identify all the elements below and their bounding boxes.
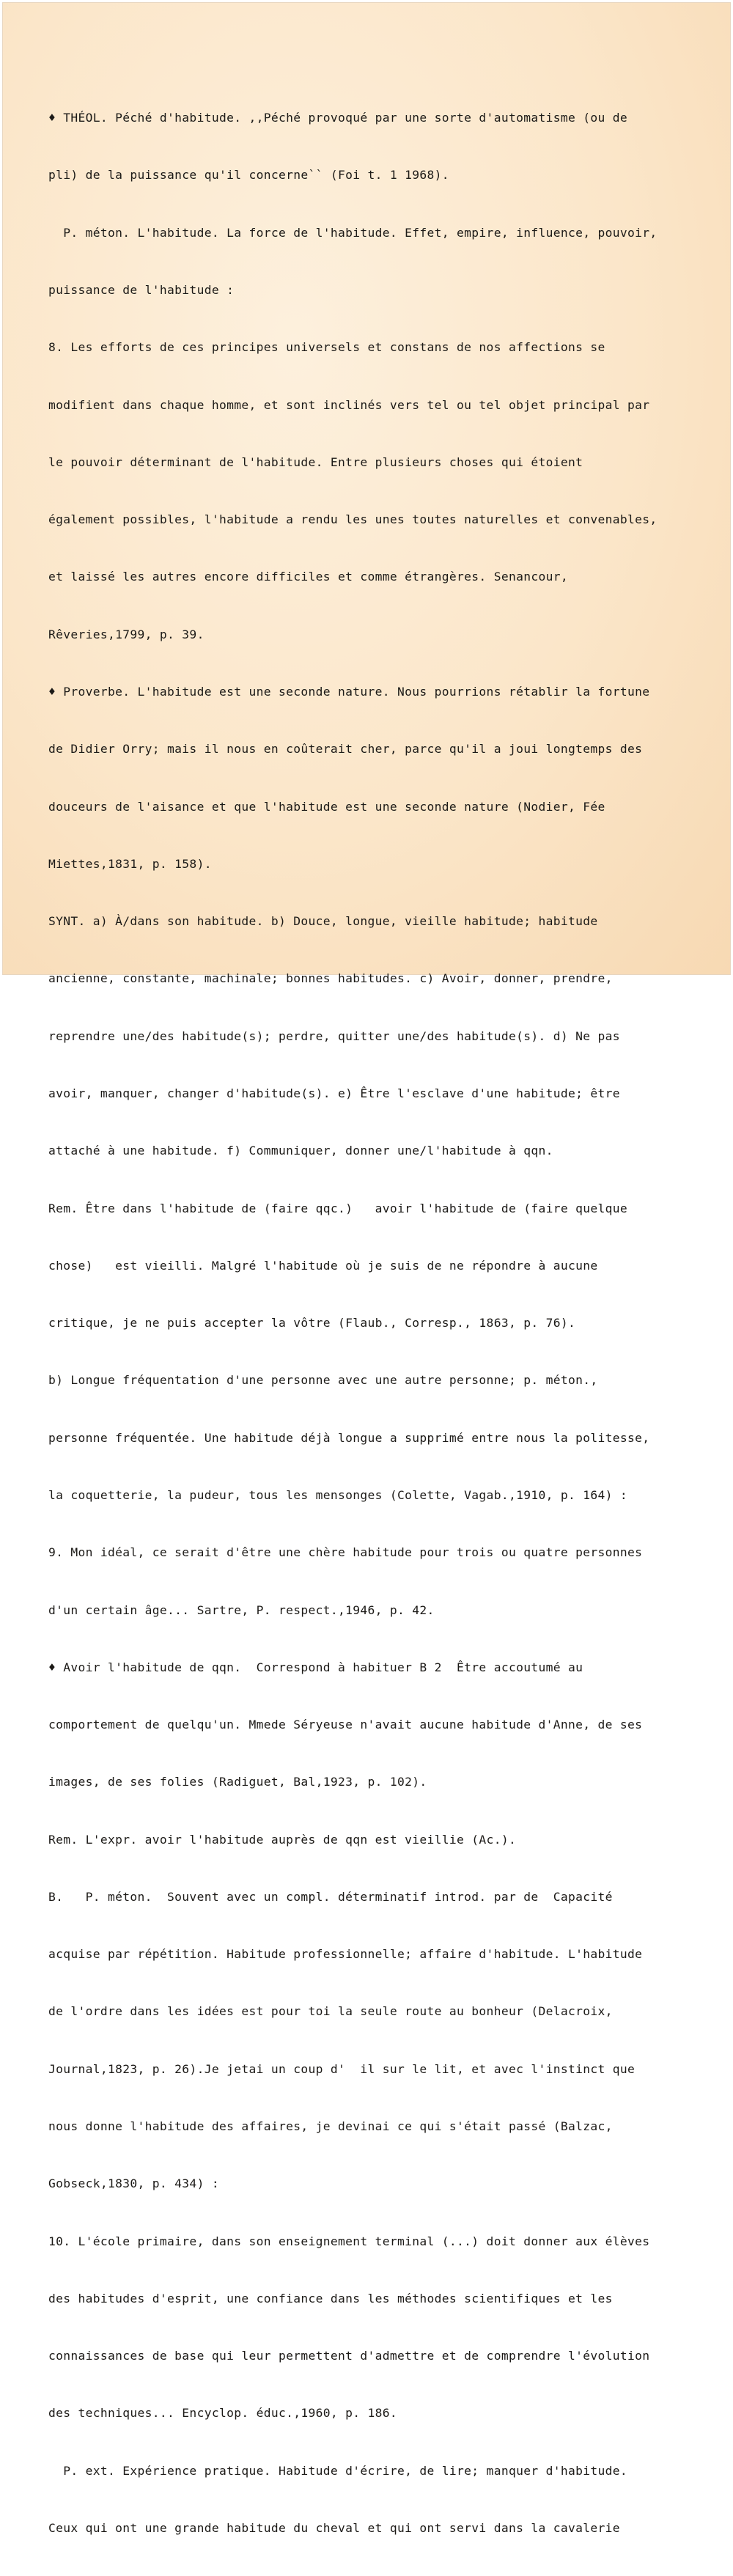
- text-line: et laissé les autres encore difficiles et comme étrangères. Senancour,: [48, 570, 568, 584]
- text-line: B. P. méton. Souvent avec un compl. déterminatif introd. par de Capacité: [48, 1889, 613, 1904]
- text-line: Rem. Être dans l'habitude de (faire qqc.) avoir l'habitude de (faire quelque: [48, 1201, 627, 1215]
- text-line: Rêveries,1799, p. 39.: [48, 627, 205, 641]
- text-line: Ceux qui ont une grande habitude du cheval et qui ont servi dans la cavalerie: [48, 2521, 620, 2535]
- text-line: critique, je ne puis accepter la vôtre (Flaub., Corresp., 1863, p. 76).: [48, 1316, 576, 1331]
- text-line: images, de ses folies (Radiguet, Bal,1923, p. 102).: [48, 1775, 427, 1789]
- text-line: modifient dans chaque homme, et sont inclinés vers tel ou tel objet principal par: [48, 397, 650, 412]
- text-line: avoir, manquer, changer d'habitude(s). e) Être l'esclave d'une habitude; être: [48, 1086, 620, 1100]
- text-line: acquise par répétition. Habitude professionnelle; affaire d'habitude. L'habitude: [48, 1947, 643, 1962]
- text-line: ♦ Proverbe. L'habitude est une seconde nature. Nous pourrions rétablir la fortune: [48, 685, 650, 699]
- text-line: le pouvoir déterminant de l'habitude. Entre plusieurs choses qui étoient: [48, 455, 583, 469]
- text-line: P. méton. L'habitude. La force de l'habitude. Effet, empire, influence, pouvoir,: [48, 225, 658, 240]
- dictionary-entry-text: [48, 70, 701, 2576]
- text-line: nous donne l'habitude des affaires, je devinai ce qui s'était passé (Balzac,: [48, 2119, 613, 2134]
- text-line: chose) est vieilli. Malgré l'habitude où je suis de ne répondre à aucune: [48, 1258, 598, 1273]
- text-line: de l'ordre dans les idées est pour toi la seule route au bonheur (Delacroix,: [48, 2004, 613, 2019]
- text-line: des habitudes d'esprit, une confiance dans les méthodes scientifiques et les: [48, 2291, 613, 2305]
- text-line: Miettes,1831, p. 158).: [48, 856, 212, 871]
- text-line: attaché à une habitude. f) Communiquer, donner une/l'habitude à qqn.: [48, 1144, 553, 1158]
- text-line: des techniques... Encyclop. éduc.,1960, p. 186.: [48, 2406, 398, 2421]
- text-line: puissance de l'habitude :: [48, 283, 235, 298]
- text-line: douceurs de l'aisance et que l'habitude est une seconde nature (Nodier, Fée: [48, 799, 605, 814]
- text-line: SYNT. a) À/dans son habitude. b) Douce, longue, vieille habitude; habitude: [48, 914, 598, 929]
- text-line: Gobseck,1830, p. 434) :: [48, 2176, 219, 2191]
- text-line: reprendre une/des habitude(s); perdre, quitter une/des habitude(s). d) Ne pas: [48, 1028, 620, 1043]
- text-line: 8. Les efforts de ces principes universels et constans de nos affections se: [48, 340, 605, 355]
- text-line: ♦ Avoir l'habitude de qqn. Correspond à habituer B 2 Être accoutumé au: [48, 1660, 583, 1674]
- text-line: Rem. L'expr. avoir l'habitude auprès de qqn est vieillie (Ac.).: [48, 1832, 517, 1847]
- text-line: Journal,1823, p. 26).Je jetai un coup d' il sur le lit, et avec l'instinct que: [48, 2061, 636, 2076]
- document-page: [2, 2, 731, 2535]
- text-line: 10. L'école primaire, dans son enseignement terminal (...) doit donner aux élèves: [48, 2234, 650, 2248]
- text-line: 9. Mon idéal, ce serait d'être une chère habitude pour trois ou quatre personnes: [48, 1545, 643, 1560]
- text-line: ♦ THÉOL. Péché d'habitude. ,,Péché provoqué par une sorte d'automatisme (ou de: [48, 111, 627, 125]
- text-line: connaissances de base qui leur permettent d'admettre et de comprendre l'évolution: [48, 2349, 650, 2363]
- text-line: pli) de la puissance qu'il concerne`` (Foi t. 1 1968).: [48, 168, 449, 183]
- text-line: de Didier Orry; mais il nous en coûterait cher, parce qu'il a joui longtemps des: [48, 742, 643, 757]
- text-line: comportement de quelqu'un. Mmede Séryeuse n'avait aucune habitude d'Anne, de ses: [48, 1718, 643, 1732]
- text-line: ancienne, constante, machinale; bonnes habitudes. c) Avoir, donner, prendre,: [48, 971, 613, 986]
- text-line: personne fréquentée. Une habitude déjà longue a supprimé entre nous la politesse,: [48, 1430, 650, 1445]
- text-line: d'un certain âge... Sartre, P. respect.,1946, p. 42.: [48, 1602, 435, 1617]
- text-line: également possibles, l'habitude a rendu les unes toutes naturelles et convenables,: [48, 512, 658, 527]
- text-line: b) Longue fréquentation d'une personne avec une autre personne; p. méton.,: [48, 1373, 598, 1388]
- text-line: P. ext. Expérience pratique. Habitude d'écrire, de lire; manquer d'habitude.: [48, 2463, 627, 2478]
- text-line: la coquetterie, la pudeur, tous les mensonges (Colette, Vagab.,1910, p. 164) :: [48, 1487, 627, 1502]
